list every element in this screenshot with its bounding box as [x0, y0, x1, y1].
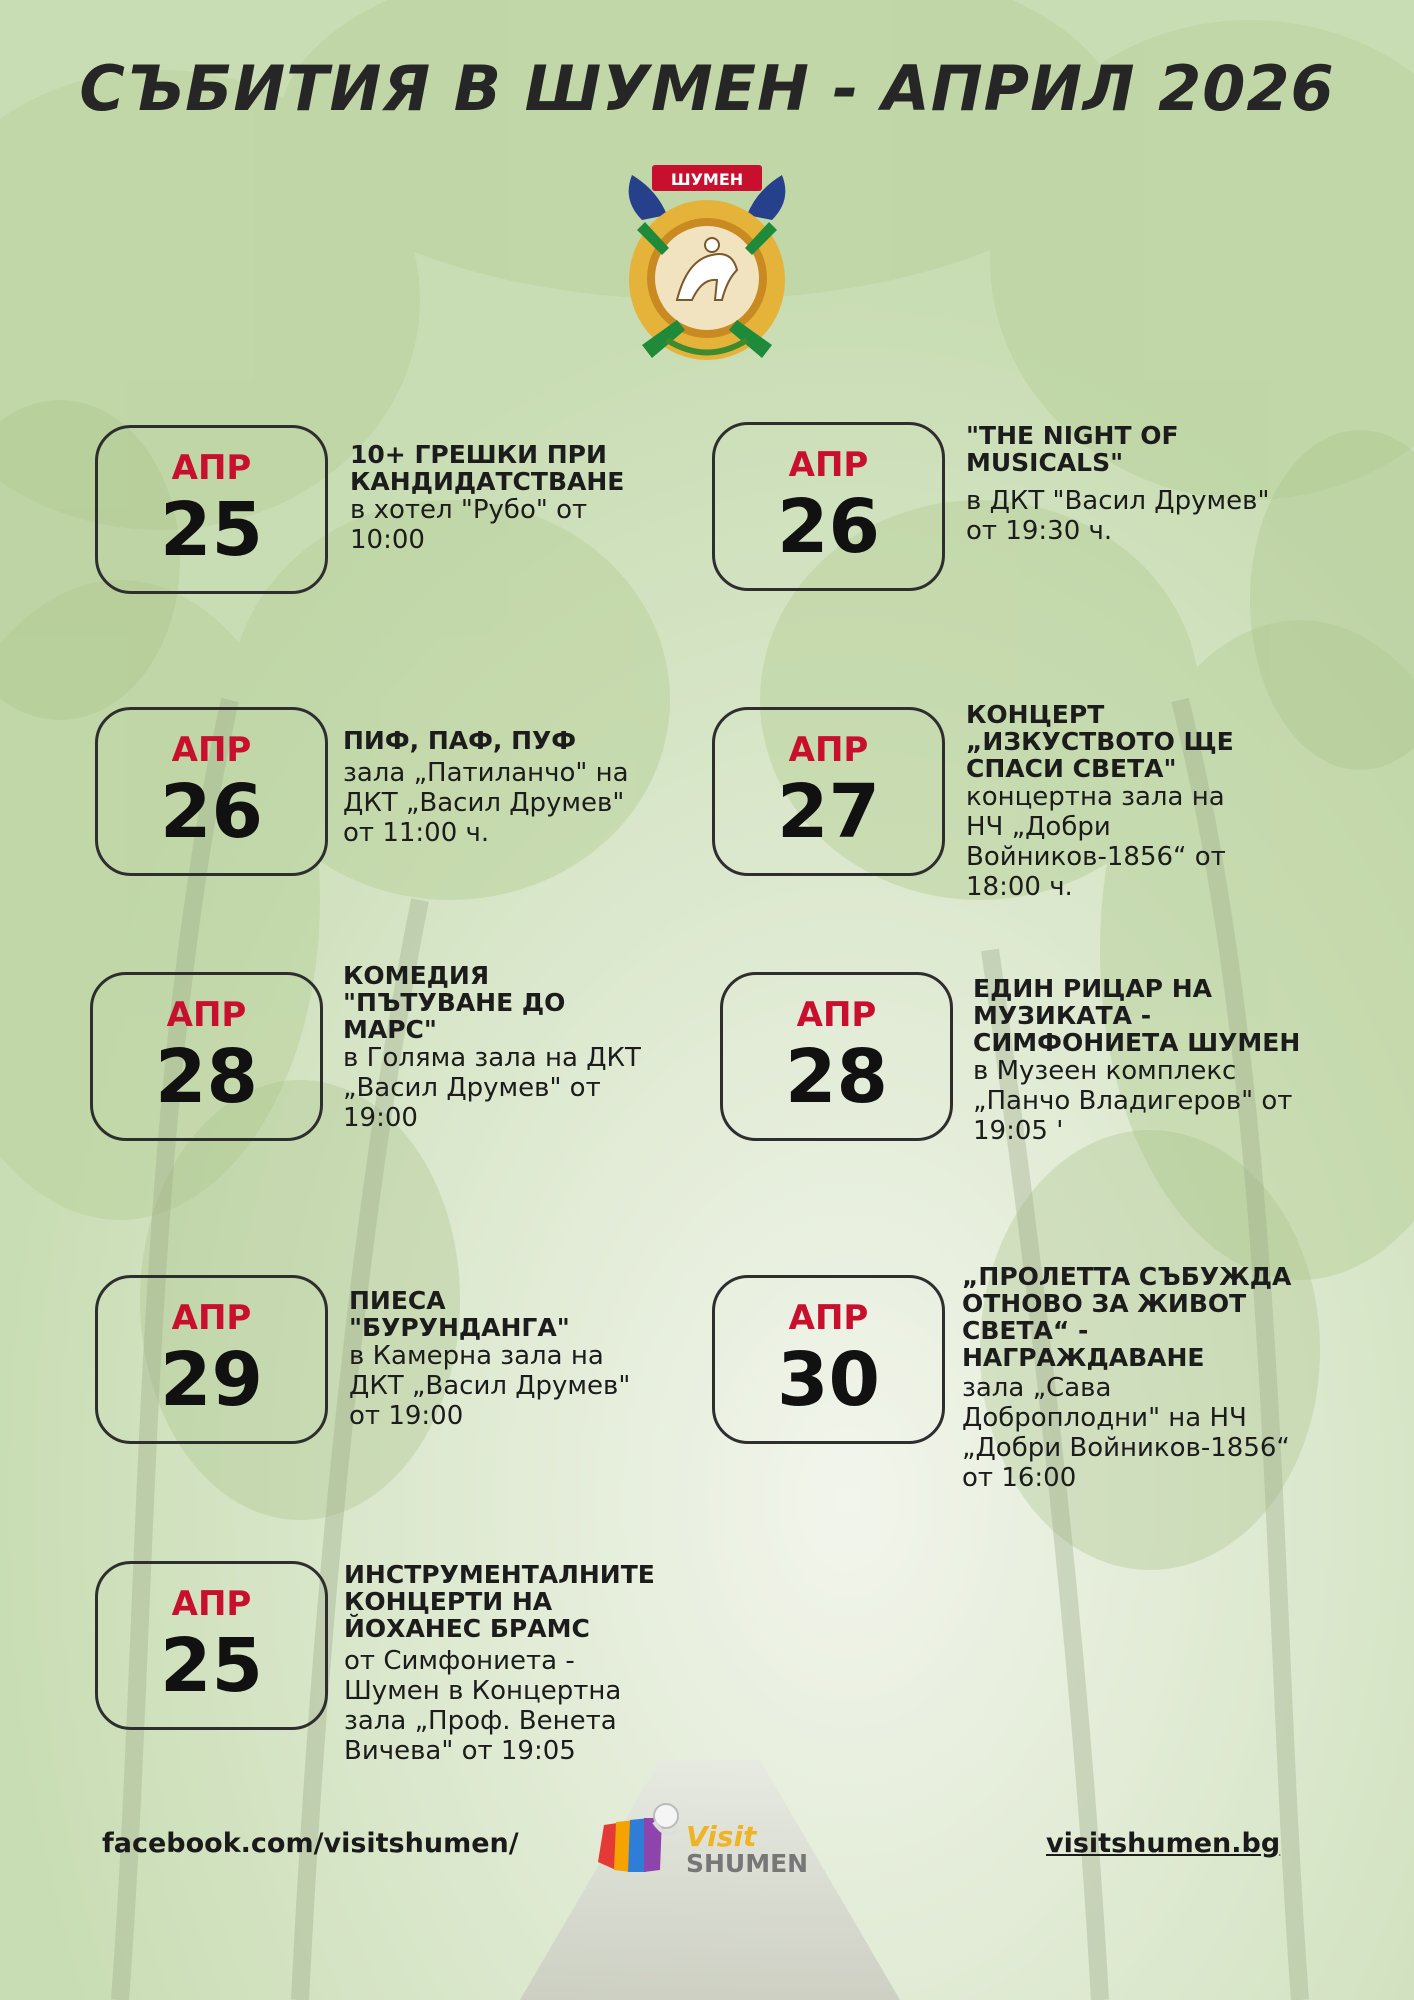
event-card — [95, 707, 655, 907]
date-badge — [712, 707, 945, 876]
event-card — [712, 700, 1312, 927]
event-title: ЕДИН РИЦАР НА МУЗИКАТА - СИМФОНИЕТА ШУМЕН — [973, 974, 1301, 1057]
event-card — [712, 422, 1312, 622]
event-description: концертна зала на НЧ „Добри Войников-1856“ от 18:00 ч. — [966, 782, 1226, 902]
event-month: АПР — [788, 1298, 869, 1338]
event-month: АПР — [166, 995, 247, 1035]
event-day: 25 — [160, 1623, 263, 1709]
event-day: 25 — [160, 487, 263, 573]
event-card — [95, 1561, 695, 1781]
event-description: в хотел "Рубо" от 10:00 — [350, 495, 588, 555]
date-badge — [95, 1275, 328, 1444]
crest-banner-text: ШУМЕН — [670, 170, 744, 189]
facebook-link[interactable]: facebook.com/visitshumen/ — [102, 1828, 519, 1859]
event-month: АПР — [171, 730, 252, 770]
event-card — [95, 1275, 655, 1475]
event-month: АПР — [788, 445, 869, 485]
event-description: в Камерна зала на ДКТ „Васил Друмев" от 19:00 — [349, 1341, 631, 1431]
event-title: КОМЕДИЯ "ПЪТУВАНЕ ДО МАРС" — [343, 961, 566, 1044]
date-badge — [95, 425, 328, 594]
logo-visit-text: Visit — [686, 1820, 757, 1853]
date-badge — [90, 972, 323, 1141]
page-title: СЪБИТИЯ В ШУМЕН - АПРИЛ 2026 — [79, 52, 1335, 125]
event-title: ПИФ, ПАФ, ПУФ — [343, 726, 577, 755]
event-description: в ДКТ "Васил Друмев" от 19:30 ч. — [966, 486, 1270, 546]
event-title: КОНЦЕРТ „ИЗКУСТВОТО ЩЕ СПАСИ СВЕТА" — [966, 700, 1234, 783]
event-description: зала „Сава Доброплодни" на НЧ „Добри Войников-1856“ от 16:00 — [962, 1373, 1290, 1493]
date-badge — [95, 1561, 328, 1730]
event-month: АПР — [171, 1584, 252, 1624]
event-day: 26 — [160, 769, 263, 855]
event-month: АПР — [171, 1298, 252, 1338]
date-badge — [720, 972, 953, 1141]
shumen-crest-icon — [617, 160, 797, 370]
event-day: 28 — [785, 1034, 888, 1120]
logo-shumen-text: SHUMEN — [686, 1849, 809, 1878]
date-badge — [95, 707, 328, 876]
event-month: АПР — [796, 995, 877, 1035]
event-description: от Симфониета - Шумен в Концертна зала „Проф. Венета Вичева" от 19:05 — [344, 1646, 622, 1766]
event-description: зала „Патиланчо" на ДКТ „Васил Друмев" от 11:00 ч. — [343, 758, 629, 848]
event-day: 27 — [777, 769, 880, 855]
website-link[interactable]: visitshumen.bg — [1046, 1828, 1281, 1859]
event-day: 26 — [777, 484, 880, 570]
date-badge — [712, 1275, 945, 1444]
event-card — [720, 972, 1320, 1172]
event-title: ПИЕСА "БУРУНДАНГА" — [349, 1286, 570, 1342]
event-title: ИНСТРУМЕНТАЛНИТЕ КОНЦЕРТИ НА ЙОХАНЕС БРАМС — [344, 1560, 655, 1643]
event-title: „ПРОЛЕТТА СЪБУЖДА ОТНОВО ЗА ЖИВОТ СВЕТА“ - НАГРАЖДАВАНЕ — [962, 1262, 1292, 1372]
visit-shumen-logo — [594, 1800, 824, 1880]
event-card — [712, 1262, 1312, 1535]
event-card — [90, 961, 650, 1172]
event-month: АПР — [171, 448, 252, 488]
event-card — [95, 425, 655, 625]
event-title: 10+ ГРЕШКИ ПРИ КАНДИДАТСТВАНЕ — [350, 440, 625, 496]
event-title: "THE NIGHT OF MUSICALS" — [966, 421, 1179, 477]
event-day: 29 — [160, 1337, 263, 1423]
event-month: АПР — [788, 730, 869, 770]
lion-icon — [594, 1800, 684, 1880]
event-day: 28 — [155, 1034, 258, 1120]
event-description: в Голяма зала на ДКТ „Васил Друмев" от 19:00 — [343, 1043, 641, 1133]
date-badge — [712, 422, 945, 591]
event-day: 30 — [777, 1337, 880, 1423]
event-description: в Музеен комплекс „Панчо Владигеров" от 19:05 ' — [973, 1056, 1293, 1146]
